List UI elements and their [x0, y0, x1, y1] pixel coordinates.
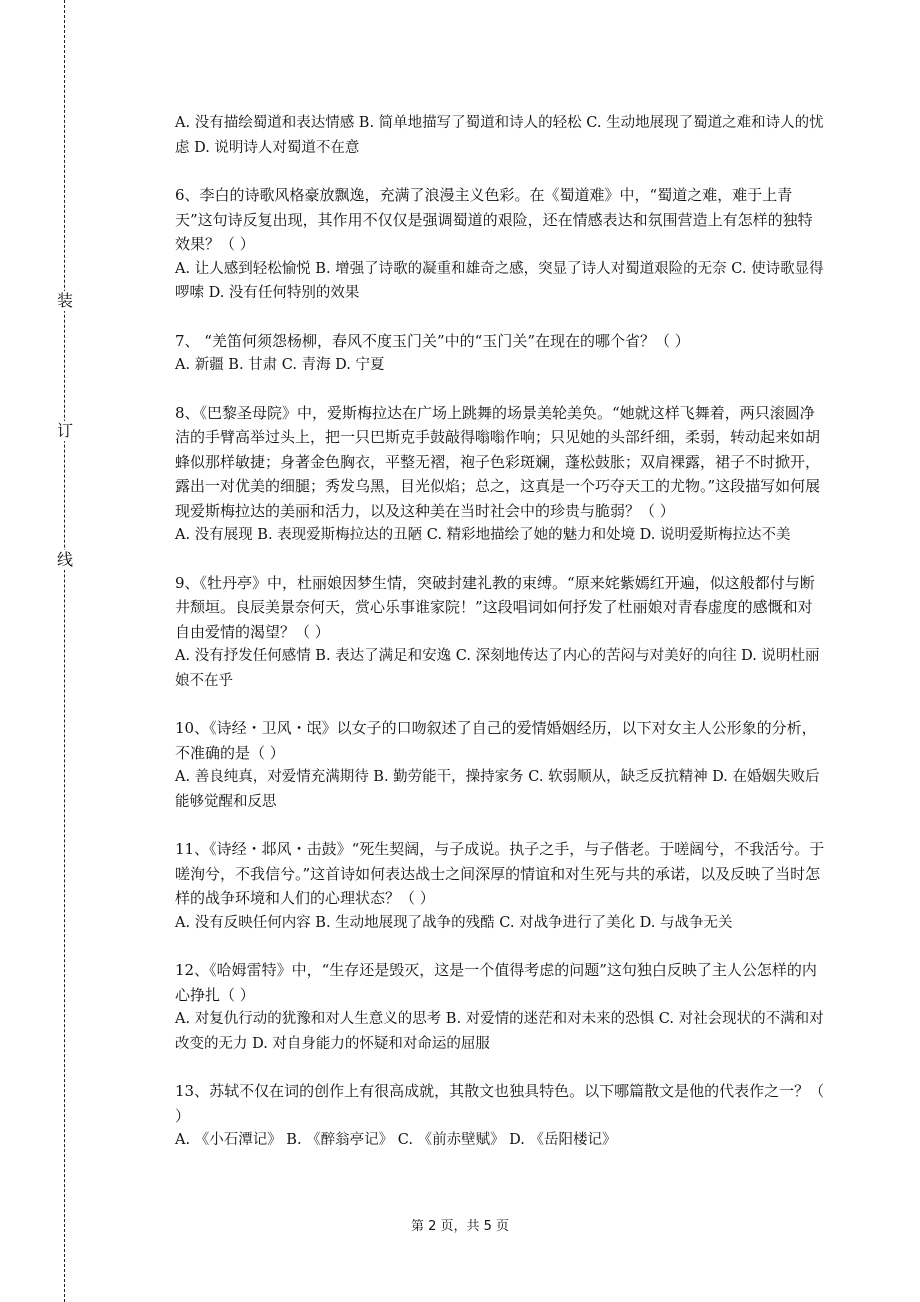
- question-8: [175, 401, 825, 548]
- question-13: [175, 1079, 829, 1153]
- question-options: A. 对复仇行动的犹豫和对人生意义的思考 B. 对爱情的迷茫和对未来的恐惧 C. 对社会现状的不满和对改变的无力 D. 对自身能力的怀疑和对命运的屈服: [175, 1011, 824, 1052]
- question-11: [175, 837, 825, 935]
- question-options: A. 没有反映任何内容 B. 生动地展现了战争的残酷 C. 对战争进行了美化 D. 与战争无关: [175, 914, 733, 931]
- question-options: A. 善良纯真，对爱情充满期待 B. 勤劳能干，操持家务 C. 软弱顺从，缺乏反抗精神 D. 在婚姻失败后能够觉醒和反思: [175, 769, 820, 810]
- question-options: A. 新疆 B. 甘肃 C. 青海 D. 宁夏: [175, 357, 385, 373]
- question-stem: 13、苏轼不仅在词的创作上有很高成就，其散文也独具特色。以下哪篇散文是他的代表作之一？（ ）: [175, 1082, 829, 1125]
- question-options: A. 《小石潭记》 B. 《醉翁亭记》 C. 《前赤壁赋》 D. 《岳阳楼记》: [175, 1132, 617, 1148]
- question-stem: 9、《牡丹亭》中，杜丽娘因梦生情，突破封建礼教的束缚。“原来姹紫嫣红开遍，似这般都付与断井颓垣。良辰美景奈何天，赏心乐事谁家院！”这段唱词如何抒发了杜丽娘对青春虚度的感慨和对自由爱情的渴望？（ ）: [175, 573, 815, 641]
- question-5-options-block: [175, 111, 825, 160]
- question-options: A. 没有抒发任何感情 B. 表达了满足和安逸 C. 深刻地传达了内心的苦闷与对美好的向往 D. 说明杜丽娘不在乎: [175, 648, 820, 689]
- binding-label-zhuang: 装: [56, 291, 73, 310]
- question-stem: 10、《诗经・卫风・氓》以女子的口吻叙述了自己的爱情婚姻经历，以下对女主人公形象的分析，不准确的是（ ）: [175, 719, 817, 762]
- question-stem: 11、《诗经・邶风・击鼓》“死生契阔，与子成说。执子之手，与子偕老。于嗟阔兮，不我活兮。于嗟洵兮，不我信兮。”这首诗如何表达战士之间深厚的情谊和对生死与共的承诺，以及反映了当时怎样的战争环境和人们的心理状态？（ ）: [175, 840, 825, 907]
- binding-label-ding: 订: [56, 421, 73, 440]
- question-stem: 12、《哈姆雷特》中，“生存还是毁灭，这是一个值得考虑的问题”这句独白反映了主人公怎样的内心挣扎（ ）: [175, 961, 817, 1004]
- question-stem: 7、 “羌笛何须怨杨柳，春风不度玉门关”中的“玉门关”在现在的哪个省？（ ）: [175, 331, 690, 350]
- question-stem: 8、《巴黎圣母院》中，爱斯梅拉达在广场上跳舞的场景美轮美奂。“她就这样飞舞着，两只滚圆净洁的手臂高举过头上，把一只巴斯克手鼓敲得嗡嗡作响；只见她的头部纤细，柔弱，转动起来如胡蜂似那样敏捷；身著金色胸衣，平整无褶，袍子色彩斑斓，蓬松鼓胀；双肩裸露，裙子不时掀开，露出一对优美的细腿；秀发乌黑，目光似焰；总之，这真是一个巧夺天工的尤物。”这段描写如何展现爱斯梅拉达的美丽和活力，以及这种美在当时社会中的珍贵与脆弱？（ ）: [175, 403, 821, 520]
- question-9: [175, 571, 825, 694]
- question-12: [175, 958, 825, 1056]
- question-options: A. 没有描绘蜀道和表达情感 B. 简单地描写了蜀道和诗人的轻松 C. 生动地展现了蜀道之难和诗人的忧虑 D. 说明诗人对蜀道不在意: [175, 115, 824, 156]
- question-list: [175, 111, 829, 1176]
- question-6: [175, 183, 825, 306]
- question-10: [175, 716, 825, 814]
- question-options: A. 没有展现 B. 表现爱斯梅拉达的丑陋 C. 精彩地描绘了她的魅力和处境 D. 说明爱斯梅拉达不美: [175, 527, 791, 543]
- question-7: [175, 329, 825, 378]
- binding-dashed-line: [64, 0, 65, 1302]
- question-options: A. 让人感到轻松愉悦 B. 增强了诗歌的凝重和雄奇之感，突显了诗人对蜀道艰险的无奈 C. 使诗歌显得啰嗦 D. 没有任何特别的效果: [175, 260, 824, 301]
- page-number-footer: 第 2 页，共 5 页: [410, 1219, 510, 1234]
- binding-label-xian: 线: [56, 550, 73, 569]
- question-stem: 6、李白的诗歌风格豪放飘逸，充满了浪漫主义色彩。在《蜀道难》中，“蜀道之难，难于上青天”这句诗反复出现，其作用不仅仅是强调蜀道的艰险，还在情感表达和氛围营造上有怎样的独特效果？（ ）: [175, 186, 813, 253]
